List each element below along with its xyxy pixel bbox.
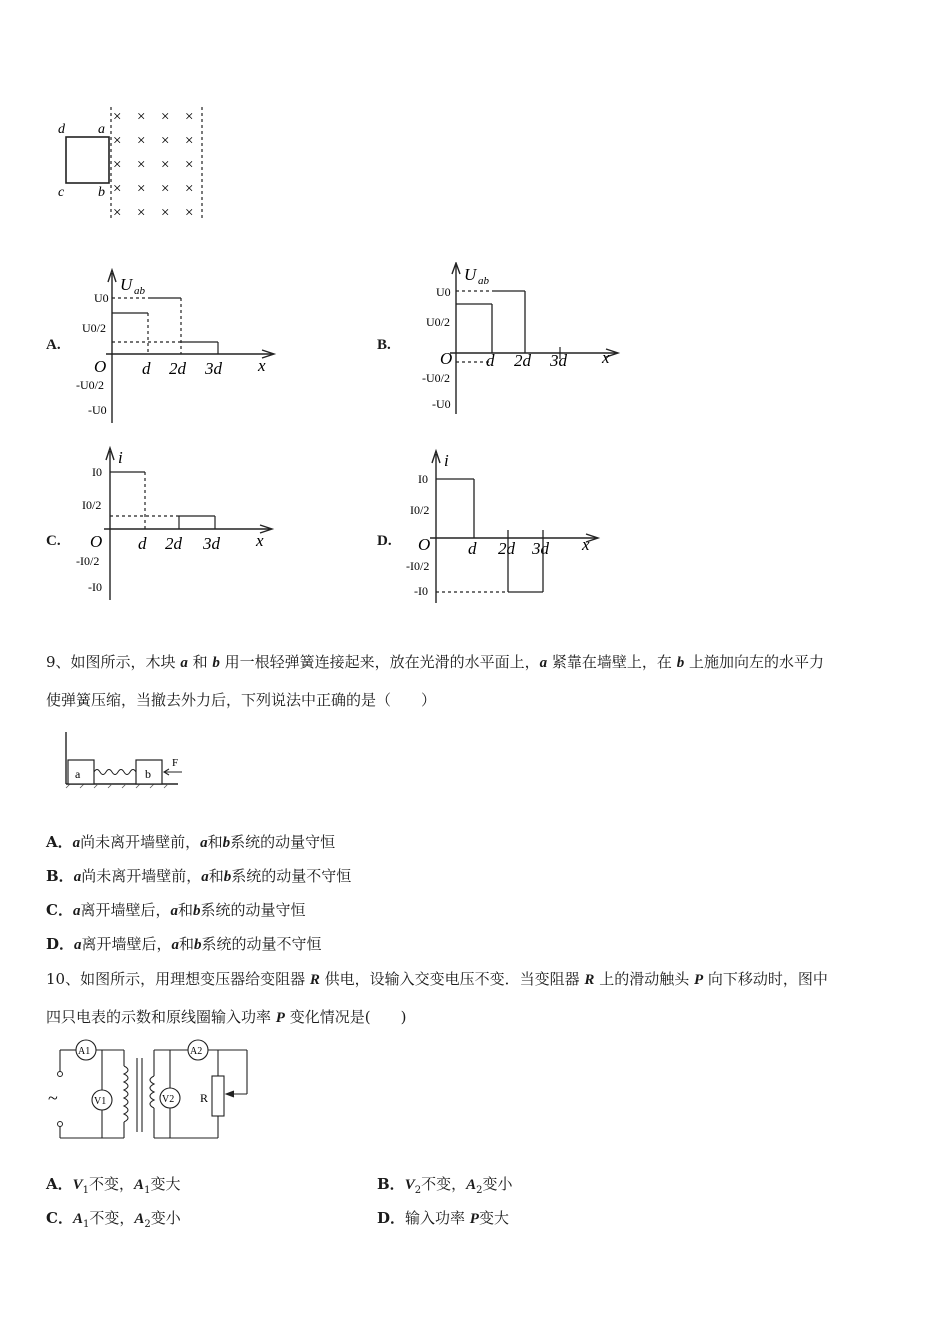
- transformer-circuit: [42, 1036, 262, 1146]
- svg-text:d: d: [468, 539, 477, 558]
- svg-text:d: d: [138, 534, 147, 553]
- field-cross: ×: [137, 181, 146, 197]
- tick-neg-u0: -U0: [88, 403, 107, 417]
- svg-text:x: x: [256, 531, 264, 550]
- svg-text:I0: I0: [92, 465, 102, 479]
- tick-u0: U0: [94, 291, 109, 305]
- q9-option-b[interactable]: B．a尚未离开墙壁前，a和b系统的动量不守恒: [46, 867, 352, 885]
- label-b: b: [98, 185, 105, 200]
- block-a: [68, 760, 94, 784]
- graph-d: [404, 448, 614, 608]
- field-cross: ×: [113, 181, 122, 197]
- svg-text:-U0/2: -U0/2: [422, 371, 450, 385]
- svg-text:A1: A1: [78, 1046, 91, 1057]
- svg-text:2d: 2d: [498, 539, 515, 558]
- graph-b: [420, 262, 630, 422]
- q10-option-b[interactable]: B．$V_2$不变，$A_2$变小: [377, 1175, 513, 1196]
- q9-option-a[interactable]: A．a尚未离开墙壁前，a和b系统的动量守恒: [46, 833, 336, 851]
- svg-text:2d: 2d: [169, 359, 186, 378]
- q10-stem-line1: 10、如图所示，用理想变压器给变阻器 R 供电，设输入交变电压不变．当变阻器 R 上的滑动触头 P 向下移动时，图中: [46, 970, 828, 988]
- graph-c: [72, 445, 287, 605]
- axis-y-sub: ab: [134, 285, 145, 297]
- svg-text:2d: 2d: [514, 351, 531, 370]
- svg-text:-I0/2: -I0/2: [76, 554, 100, 568]
- svg-text:d: d: [142, 359, 151, 378]
- svg-text:x: x: [602, 348, 610, 367]
- spring: [94, 770, 136, 775]
- svg-text:d: d: [486, 351, 495, 370]
- field-cross: ×: [113, 157, 122, 173]
- q10-option-a[interactable]: A．$V_1$不变，$A_1$变大: [46, 1175, 181, 1196]
- field-cross: ×: [113, 205, 122, 221]
- svg-text:V2: V2: [162, 1094, 175, 1105]
- svg-text:O: O: [90, 532, 103, 551]
- svg-text:-I0: -I0: [88, 580, 102, 594]
- field-cross: ×: [161, 109, 170, 125]
- field-cross: ×: [185, 205, 194, 221]
- svg-text:-U0: -U0: [432, 397, 451, 411]
- svg-text:A2: A2: [190, 1046, 203, 1057]
- svg-text:~: ~: [48, 1088, 58, 1108]
- q9-option-c[interactable]: C．a离开墙壁后，a和b系统的动量守恒: [46, 901, 306, 919]
- svg-text:b: b: [145, 767, 151, 781]
- svg-text:R: R: [200, 1091, 209, 1105]
- svg-text:2d: 2d: [165, 534, 182, 553]
- label-d: d: [58, 122, 65, 137]
- svg-text:U: U: [464, 265, 477, 284]
- svg-text:V1: V1: [94, 1096, 107, 1107]
- field-cross: ×: [161, 133, 170, 149]
- square-loop: [66, 137, 109, 183]
- svg-text:i: i: [444, 451, 449, 470]
- field-cross: ×: [185, 109, 194, 125]
- field-cross: ×: [137, 109, 146, 125]
- svg-text:-I0: -I0: [414, 584, 428, 598]
- svg-text:U0/2: U0/2: [426, 315, 450, 329]
- svg-text:F: F: [172, 757, 179, 769]
- svg-text:x: x: [582, 535, 590, 554]
- svg-text:3d: 3d: [550, 351, 567, 370]
- svg-text:3d: 3d: [205, 359, 222, 378]
- svg-text:i: i: [118, 448, 123, 467]
- svg-text:O: O: [418, 535, 431, 554]
- option-d-letter[interactable]: D.: [377, 533, 392, 549]
- option-a-letter[interactable]: A.: [46, 337, 61, 353]
- field-cross: ×: [137, 157, 146, 173]
- tick-neg-u0-half: -U0/2: [76, 378, 104, 392]
- svg-text:3d: 3d: [203, 534, 220, 553]
- field-cross: ×: [113, 109, 122, 125]
- field-cross: ×: [185, 157, 194, 173]
- svg-text:O: O: [440, 349, 453, 368]
- field-cross: ×: [185, 181, 194, 197]
- q9-stem-line2: 使弹簧压缩，当撤去外力后，下列说法中正确的是（ ）: [46, 691, 437, 709]
- q10-stem-line2: 四只电表的示数和原线圈输入功率 P 变化情况是( ): [46, 1008, 407, 1026]
- svg-text:-I0/2: -I0/2: [406, 559, 430, 573]
- option-c-letter[interactable]: C.: [46, 533, 61, 549]
- field-cross: ×: [161, 205, 170, 221]
- field-cross: ×: [113, 133, 122, 149]
- field-cross: ×: [137, 205, 146, 221]
- field-cross: ×: [161, 181, 170, 197]
- q9-stem-line1: 9、如图所示，木块 a 和 b 用一根轻弹簧连接起来，放在光滑的水平面上，a 紧靠在墙壁上，在 b 上施加向左的水平力: [46, 653, 824, 671]
- spring-block-figure: [60, 730, 190, 790]
- field-cross: ×: [185, 133, 194, 149]
- q10-option-c[interactable]: C．$A_1$不变，$A_2$变小: [46, 1209, 181, 1230]
- svg-text:3d: 3d: [532, 539, 549, 558]
- option-b-letter[interactable]: B.: [377, 337, 391, 353]
- svg-text:a: a: [75, 767, 81, 781]
- svg-text:I0/2: I0/2: [410, 503, 430, 517]
- svg-text:I0/2: I0/2: [82, 498, 102, 512]
- tick-u0-half: U0/2: [82, 321, 106, 335]
- svg-text:O: O: [94, 357, 107, 376]
- field-figure: [50, 105, 220, 230]
- axis-y-label: U: [120, 275, 133, 294]
- svg-text:x: x: [258, 356, 266, 375]
- field-cross: ×: [137, 133, 146, 149]
- svg-text:U0: U0: [436, 285, 451, 299]
- svg-text:I0: I0: [418, 472, 428, 486]
- q10-option-d[interactable]: D．输入功率 P变大: [377, 1209, 509, 1227]
- field-crosses: [113, 109, 193, 221]
- label-a: a: [98, 122, 105, 137]
- svg-text:ab: ab: [478, 275, 489, 287]
- q9-option-d[interactable]: D．a离开墙壁后，a和b系统的动量不守恒: [46, 935, 322, 953]
- field-cross: ×: [161, 157, 170, 173]
- label-c: c: [58, 185, 65, 200]
- graph-a: [72, 268, 287, 428]
